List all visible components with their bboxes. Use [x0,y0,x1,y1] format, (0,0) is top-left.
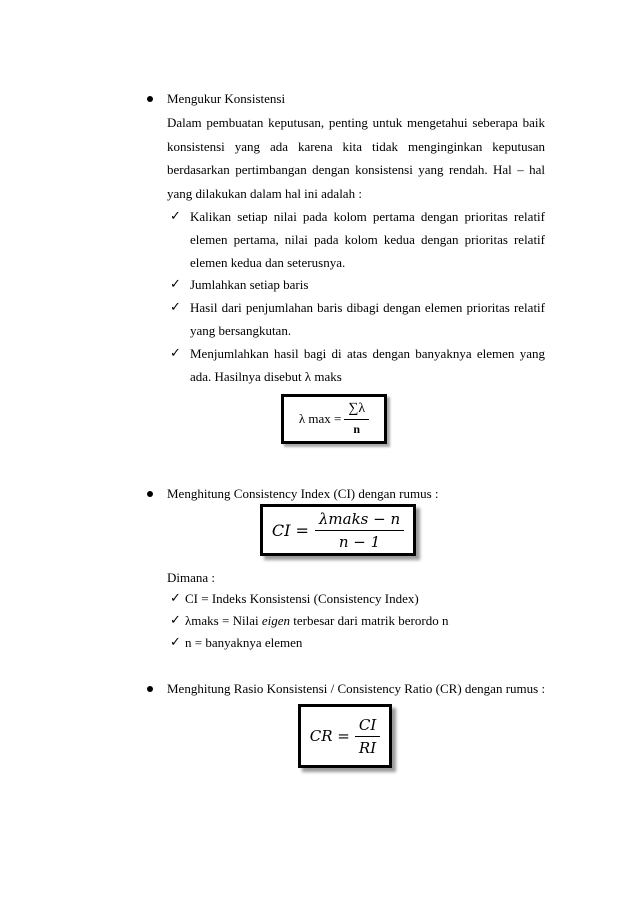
definition-emphasis: eigen [261,613,290,628]
step-line: yang bersangkutan. [190,323,292,338]
definition-lambda-maks [185,613,448,629]
checkmark-icon: ✓ [170,591,181,606]
definition-n: n = banyaknya elemen [185,635,303,650]
dimana-label: Dimana : [167,570,216,585]
paragraph-line: yang dilakukan dalam hal ini adalah : [167,186,362,201]
checkmark-icon: ✓ [170,635,181,650]
definition-text: terbesar dari matrik berordo n [289,613,449,628]
checkmark-icon: ✓ [170,300,181,315]
formula-lhs: λ max = [298,411,342,426]
checkmark-icon: ✓ [170,346,181,361]
formula-lhs: CI = [271,520,309,540]
formula-denominator: n [353,422,361,436]
step-line: elemen kedua dan seterusnya. [190,255,346,270]
checkmark-icon: ✓ [170,613,181,628]
checkmark-icon: ✓ [170,209,181,224]
formula-denominator: RI [358,738,377,757]
formula-lambda-max [281,394,387,444]
formula-lhs: CR = [309,727,350,745]
paragraph-line: Dalam pembuatan keputusan, penting untuk mengetahui seberapa baik [167,115,545,130]
definition-text: λmaks = Nilai [185,613,262,628]
formula-cr [298,704,392,768]
formula-denominator: n − 1 [338,532,381,551]
section-heading-ci: Menghitung Consistency Index (CI) dengan rumus : [167,486,439,501]
step-line: Kalikan setiap nilai pada kolom pertama dengan prioritas relatif [190,209,545,224]
bullet-point [147,96,153,102]
step-line: elemen pertama, nilai pada kolom kedua dengan prioritas relatif [190,232,545,247]
bullet-point [147,491,153,497]
formula-numerator: λmaks − n [315,510,404,531]
definition-ci: CI = Indeks Konsistensi (Consistency Index) [185,591,419,606]
checkmark-icon: ✓ [170,277,181,292]
section-heading-cr: Menghitung Rasio Konsistensi / Consistency Ratio (CR) dengan rumus : [167,681,546,696]
paragraph-line: berdasarkan pertimbangan dengan konsistensi yang rendah. Hal – hal [167,162,545,177]
step-line: ada. Hasilnya disebut λ maks [190,369,342,384]
bullet-point [147,686,153,692]
step-line: Jumlahkan setiap baris [190,277,309,292]
paragraph-line: konsistensi yang ada karena kita tidak menginginkan keputusan [167,139,545,154]
formula-numerator: CI [355,716,380,737]
step-line: Menjumlahkan hasil bagi di atas dengan banyaknya elemen yang [190,346,545,361]
formula-ci [260,504,416,556]
section-heading-konsistensi: Mengukur Konsistensi [167,91,286,106]
step-line: Hasil dari penjumlahan baris dibagi dengan elemen prioritas relatif [190,300,545,315]
formula-numerator: ∑λ [344,401,369,420]
